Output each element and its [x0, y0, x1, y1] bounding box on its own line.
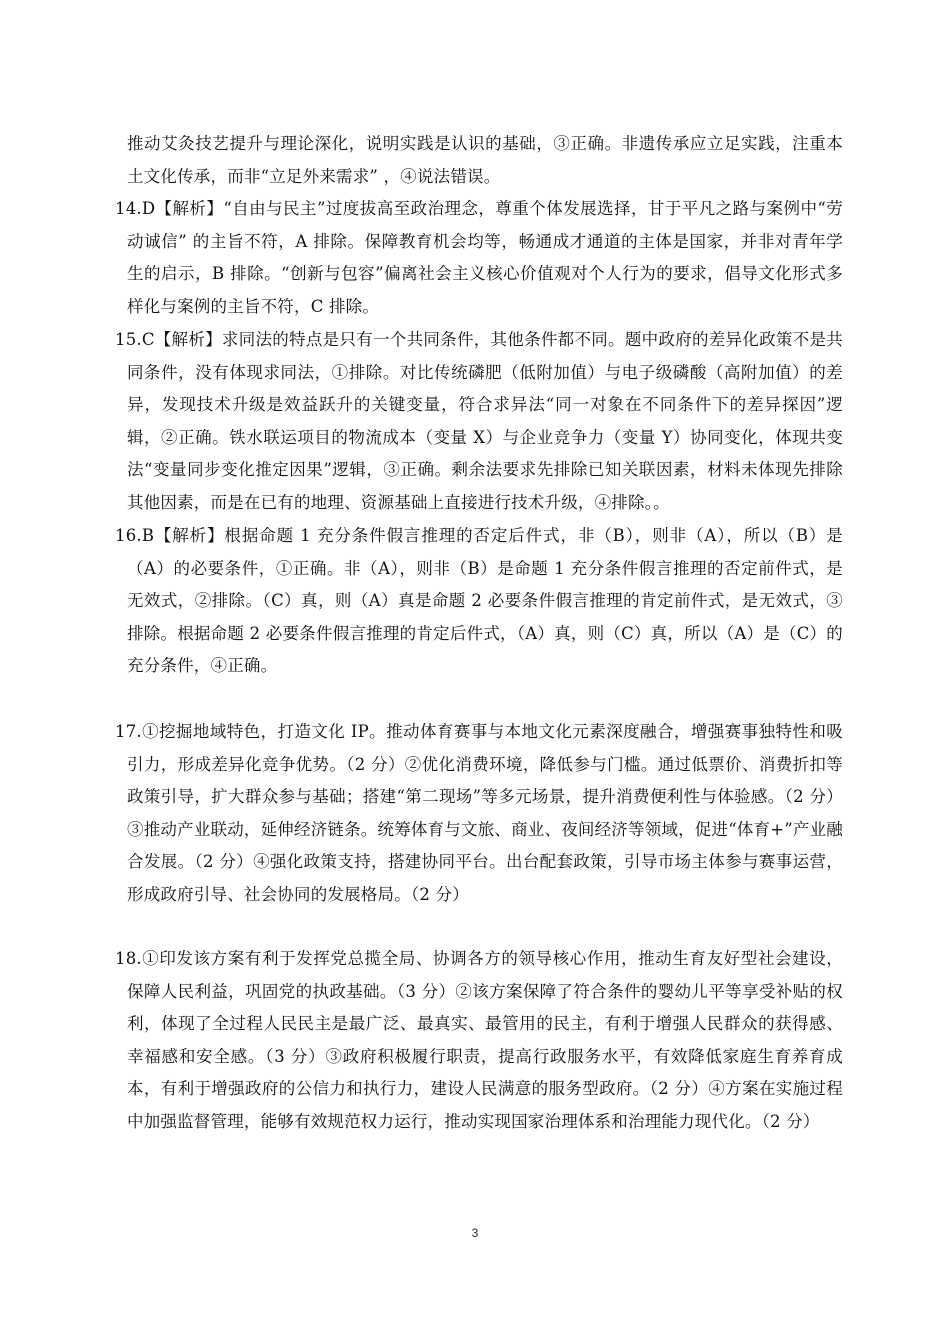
answer-17-explanation: 17.①挖掘地域特色，打造文化 IP。推动体育赛事与本地文化元素深度融合，增强赛事独特性和吸引力，形成差异化竞争优势。（2 分）②优化消费环境，降低参与门槛。通过低票价、消费折扣等政策引导，扩大群众参与基础；搭建“第二现场”等多元场景，提升消费便利性与体验感。（2 分）③推动产业联动，延伸经济链条。统筹体育与文旅、商业、夜间经济等领域，促进“体育+”产业融合发展。（2 分）④强化政策支持，搭建协同平台。出台配套政策，引导市场主体参与赛事运营，形成政府引导、社会协同的发展格局。（2 分）: [115, 722, 843, 904]
paragraph-continuation: 推动艾灸技艺提升与理论深化，说明实践是认识的基础，③正确。非遗传承应立足实践，注重本土文化传承，而非“立足外来需求” ，④说法错误。: [127, 134, 843, 186]
answer-18-explanation: 18.①印发该方案有利于发挥党总揽全局、协调各方的领导核心作用，推动生育友好型社会建设，保障人民利益，巩固党的执政基础。（3 分）②该方案保障了符合条件的婴幼儿平等享受补贴的权利，体现了全过程人民民主是最广泛、最真实、最管用的民主，有利于增强人民群众的获得感、幸福感和安全感。（3 分）③政府积极履行职责，提高行政服务水平，有效降低家庭生育养育成本，有利于增强政府的公信力和执行力，建设人民满意的服务型政府。（2 分）④方案在实施过程中加强监督管理，能够有效规范权力运行，推动实现国家治理体系和治理能力现代化。（2 分）: [115, 949, 843, 1131]
page-number: 3: [471, 1226, 479, 1240]
answer-15-explanation: 15.C【解析】求同法的特点是只有一个共同条件，其他条件都不同。题中政府的差异化政策不是共同条件，没有体现求同法，①排除。对比传统磷肥（低附加值）与电子级磷酸（高附加值）的差异，发现技术升级是效益跃升的关键变量，符合求异法“同一对象在不同条件下的差异探因”逻辑，②正确。铁水联运项目的物流成本（变量 X）与企业竞争力（变量 Y）协同变化，体现共变法“变量同步变化推定因果”逻辑，③正确。剩余法要求先排除已知关联因素，材料未体现先排除其他因素，而是在已有的地理、资源基础上直接进行技术升级，④排除。。: [115, 330, 843, 512]
answer-16-explanation: 16.B【解析】根据命题 1 充分条件假言推理的否定后件式，非（B），则非（A），所以（B）是（A）的必要条件，①正确。非（A），则非（B）是命题 1 充分条件假言推理的否定前件式，是无效式，②排除。（C）真，则（A）真是命题 2 必要条件假言推理的肯定前件式，是无效式，③排除。根据命题 2 必要条件假言推理的肯定后件式，（A）真，则（C）真，所以（A）是（C）的充分条件，④正确。: [115, 526, 843, 676]
answer-14-explanation: 14.D【解析】“自由与民主”过度拔高至政治理念，尊重个体发展选择，甘于平凡之路与案例中“劳动诚信” 的主旨不符，A 排除。保障教育机会均等，畅通成才通道的主体是国家，并非对青年学生的启示，B 排除。“创新与包容”偏离社会主义核心价值观对个人行为的要求，倡导文化形式多样化与案例的主旨不符，C 排除。: [115, 199, 843, 316]
